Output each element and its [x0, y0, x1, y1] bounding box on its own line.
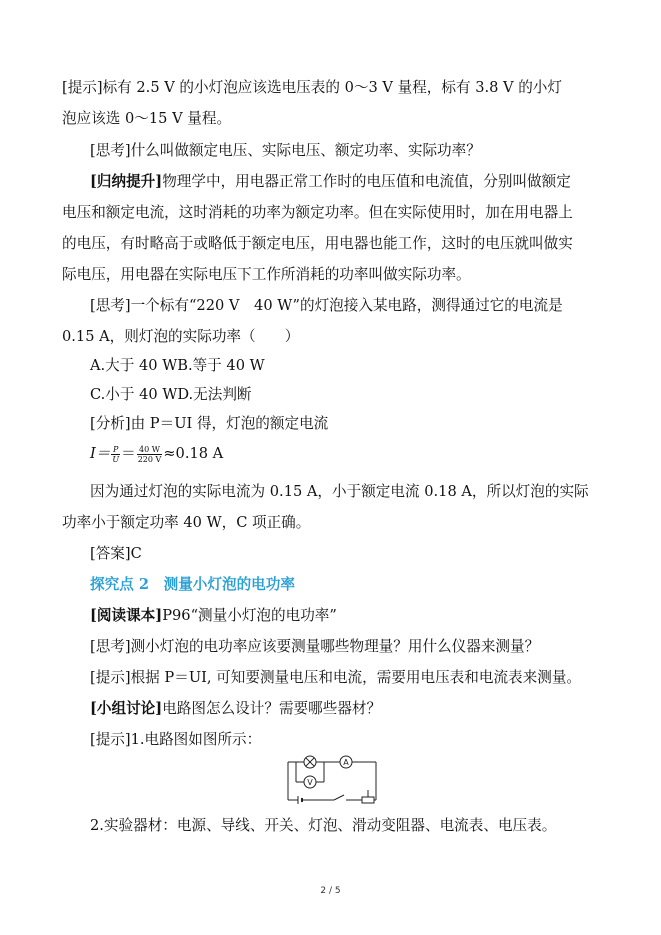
ammeter-label: A: [343, 758, 349, 767]
text-line: 泡应该选 0～15 V 量程。: [62, 110, 232, 127]
formula-line: [90, 444, 223, 464]
fraction: [111, 445, 120, 464]
text-span: P96“测量小灯泡的电功率”: [162, 607, 337, 624]
text-line: [提示]根据 P＝UI, 可知要测量电压和电流，需要用电压表和电流表来测量。: [90, 669, 582, 686]
fraction-numerator: P: [113, 444, 119, 454]
text-line: [分析]由 P＝UI 得，灯泡的额定电流: [90, 415, 329, 432]
formula-text: ≈0.18 A: [163, 445, 224, 462]
option-line: C.小于 40 WD.无法判断: [90, 386, 252, 403]
text-line: [90, 172, 571, 192]
formula-text: I＝: [90, 445, 111, 462]
text-line: 因为通过灯泡的实际电流为 0.15 A，小于额定电流 0.18 A，所以灯泡的实际: [90, 483, 589, 500]
text-line: 的电压，有时略高于或略低于额定电压，用电器也能工作，这时的电压就叫做实: [62, 235, 573, 252]
fraction-numerator: 40 W: [137, 445, 163, 455]
text-span: 物理学中，用电器正常工作时的电压值和电流值，分别叫做额定: [162, 173, 571, 190]
fraction-denominator: U: [112, 454, 120, 464]
text-line: [提示]1.电路图如图所示：: [90, 731, 262, 748]
circuit-diagram: [282, 752, 382, 808]
text-line: [90, 699, 381, 719]
section-tag: [阅读课本]: [90, 607, 163, 624]
formula-text: ＝: [121, 445, 136, 462]
option-line: A.大于 40 WB.等于 40 W: [90, 357, 265, 374]
section-tag: [小组讨论]: [90, 700, 163, 717]
rheostat-body: [362, 797, 374, 803]
text-line: [思考]一个标有“220 V 40 W”的灯泡接入某电路，测得通过它的电流是: [90, 297, 563, 314]
text-line: 0.15 A，则灯泡的实际功率（ ）: [62, 328, 300, 345]
voltmeter-label: V: [307, 778, 313, 787]
fraction: [137, 445, 163, 464]
text-line: 电压和额定电流，这时消耗的功率为额定功率。但在实际使用时，加在用电器上: [62, 204, 573, 221]
answer-line: [答案]C: [90, 545, 142, 562]
section-heading: 探究点 2 测量小灯泡的电功率: [90, 576, 295, 593]
section-tag: [归纳提升]: [90, 173, 163, 190]
text-line: 功率小于额定功率 40 W，C 项正确。: [62, 514, 311, 531]
text-line: [提示]标有 2.5 V 的小灯泡应该选电压表的 0～3 V 量程，标有 3.8 V 的小灯: [62, 79, 562, 96]
text-span: 电路图怎么设计？需要哪些器材？: [162, 700, 382, 717]
page-number: 2 / 5: [320, 886, 341, 896]
text-line: 2.实验器材：电源、导线、开关、灯泡、滑动变阻器、电流表、电压表。: [90, 817, 557, 834]
text-line: 际电压，用电器在实际电压下工作所消耗的功率叫做实际功率。: [62, 266, 471, 283]
text-line: [90, 606, 337, 626]
text-line: [思考]测小灯泡的电功率应该要测量哪些物理量？用什么仪器来测量？: [90, 638, 540, 655]
fraction-denominator: 220 V: [137, 454, 162, 464]
text-line: [思考]什么叫做额定电压、实际电压、额定功率、实际功率？: [90, 142, 481, 159]
switch-blade: [334, 795, 344, 800]
